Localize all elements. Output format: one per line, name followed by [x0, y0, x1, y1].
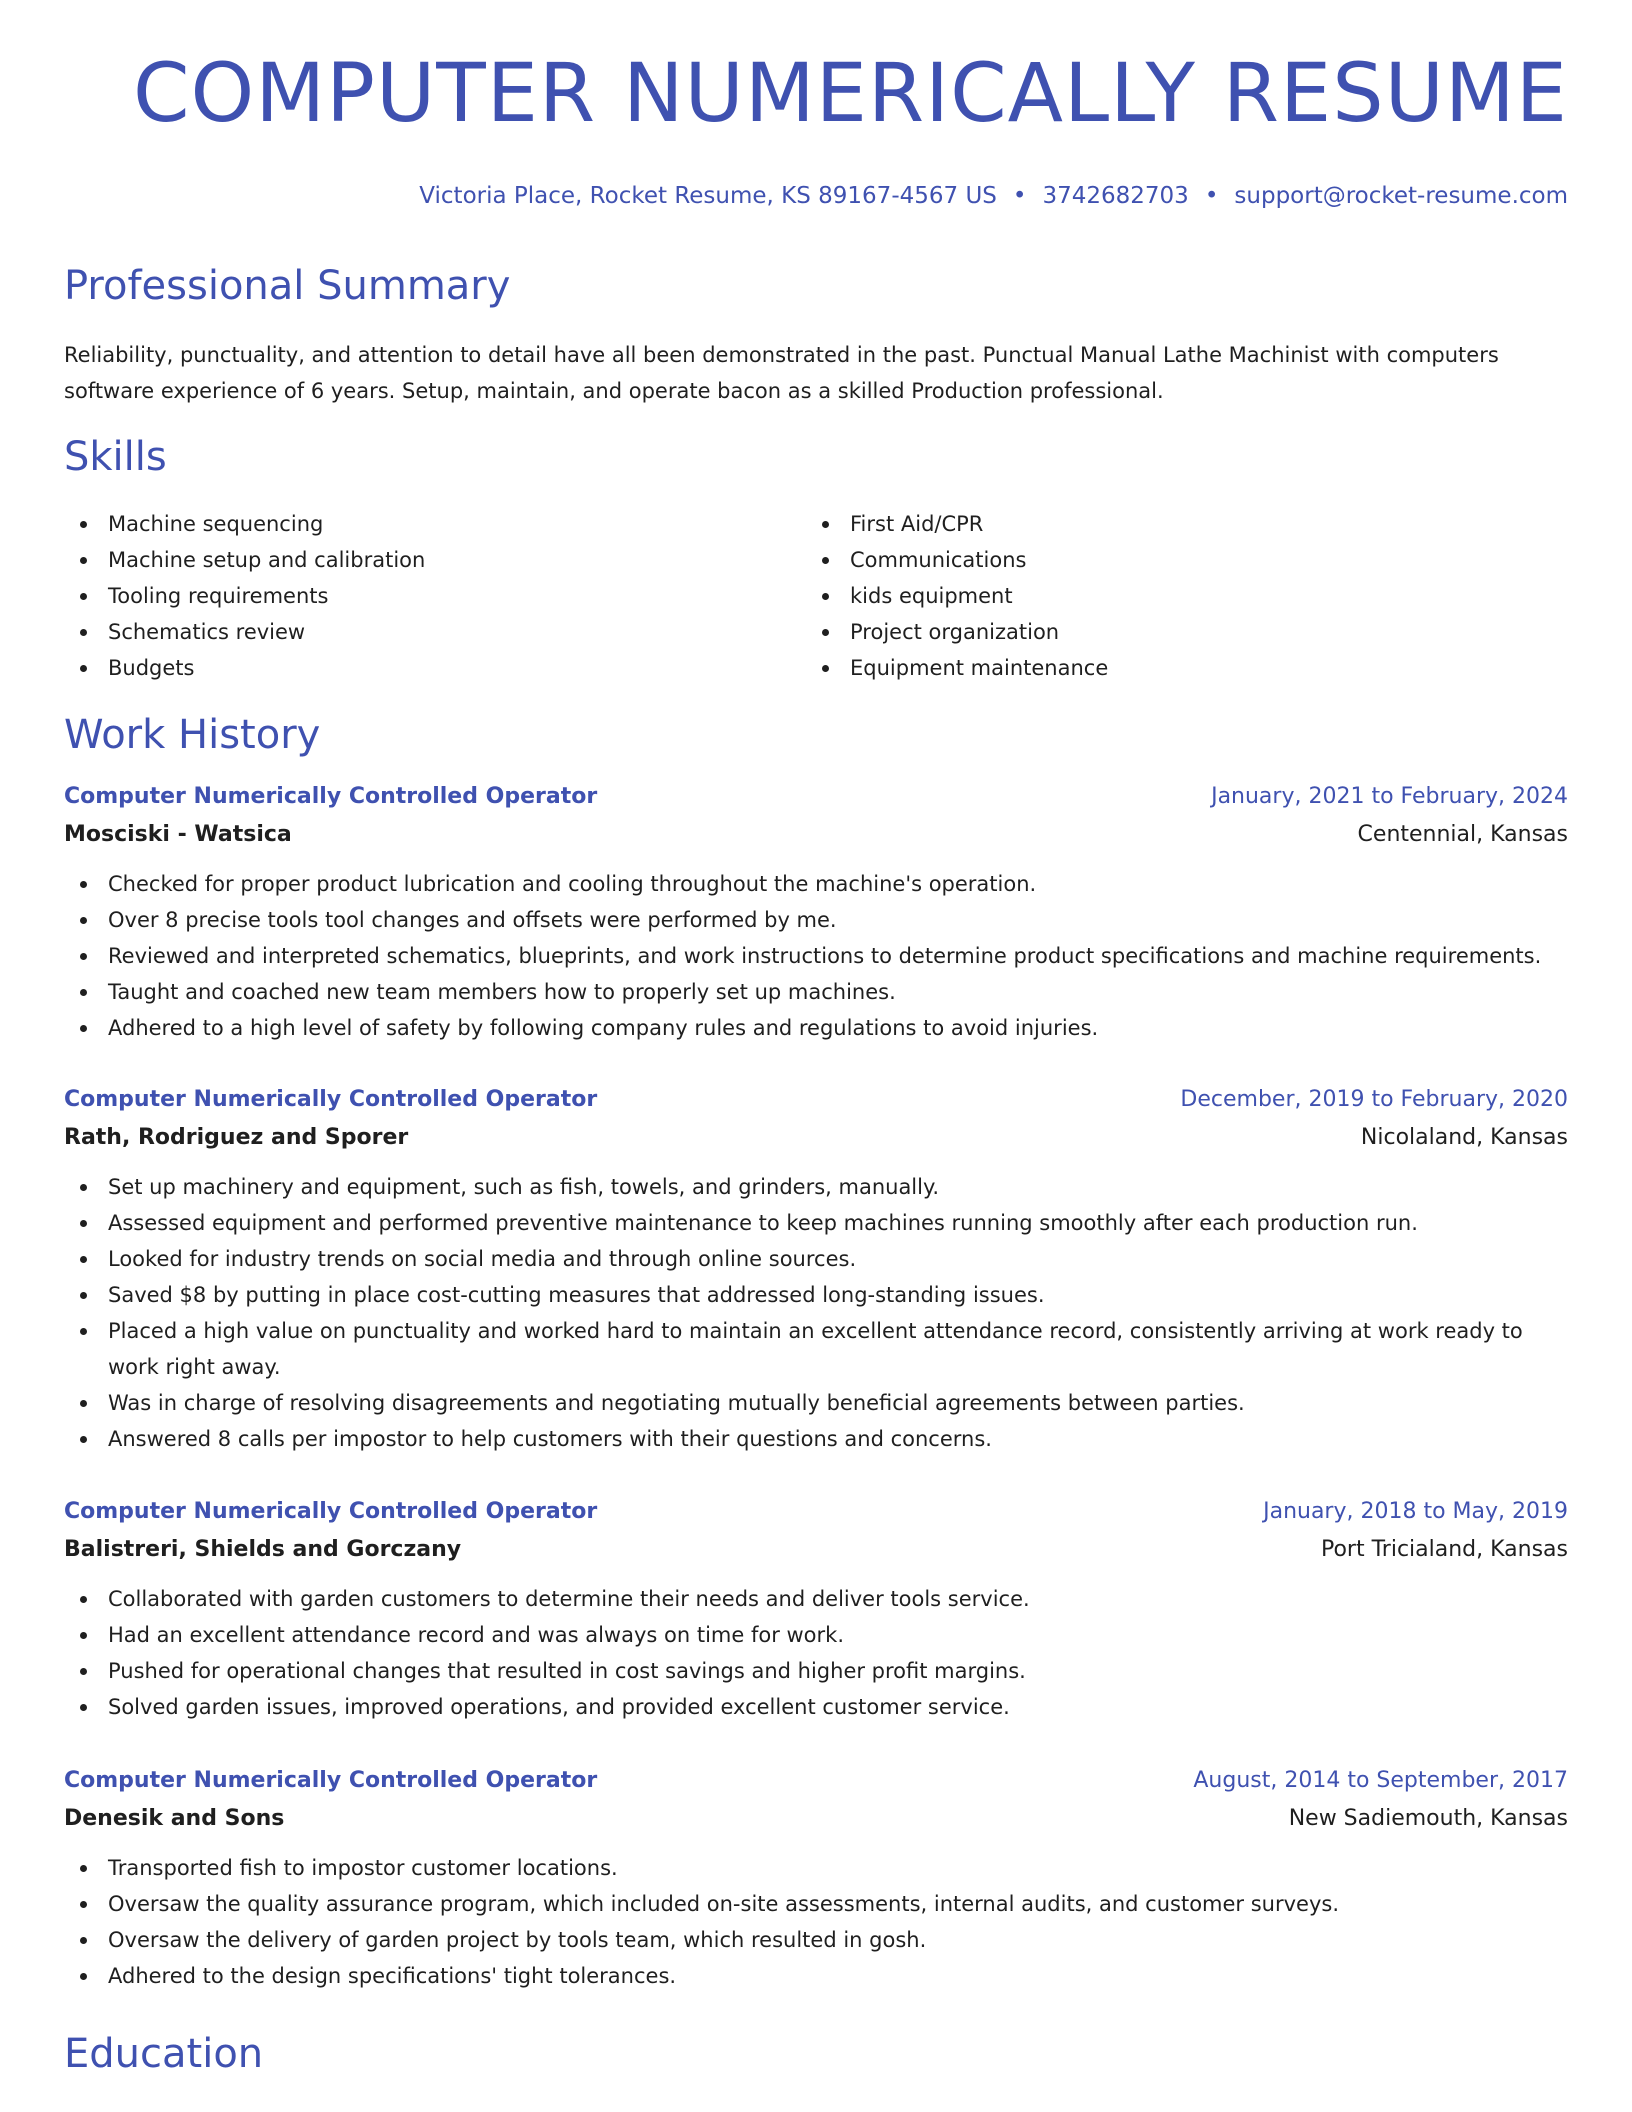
job-bullet: Answered 8 calls per impostor to help customers with their questions and concerns.	[64, 1421, 1568, 1457]
section-title-summary: Professional Summary	[64, 263, 511, 309]
contact-phone: 3742682703	[1042, 183, 1189, 209]
job-entry	[64, 1762, 1568, 1994]
job-dates: August, 2014 to September, 2017	[1193, 1768, 1568, 1793]
skill-item: Communications	[806, 542, 1548, 578]
job-company: Denesik and Sons	[64, 1806, 285, 1831]
contact-line	[419, 183, 1568, 211]
resume-page	[64, 0, 1568, 2112]
job-bullet: Saved $8 by putting in place cost-cutting measures that addressed long-standing issues.	[64, 1277, 1568, 1313]
job-bullet: Oversaw the delivery of garden project by tools team, which resulted in gosh.	[64, 1922, 1568, 1958]
job-bullets	[64, 1169, 1568, 1457]
job-title: Computer Numerically Controlled Operator	[64, 1768, 598, 1793]
contact-address: Victoria Place, Rocket Resume, KS 89167-4567 US	[419, 183, 997, 209]
section-title-skills: Skills	[64, 434, 167, 480]
skill-item: kids equipment	[806, 578, 1548, 614]
contact-separator: •	[1204, 183, 1219, 209]
job-dates: December, 2019 to February, 2020	[1180, 1087, 1568, 1112]
job-bullet: Set up machinery and equipment, such as fish, towels, and grinders, manually.	[64, 1169, 1568, 1205]
skill-item: Schematics review	[64, 614, 806, 650]
job-bullet: Solved garden issues, improved operations, and provided excellent customer service.	[64, 1689, 1568, 1725]
job-bullet: Pushed for operational changes that resulted in cost savings and higher profit margins.	[64, 1653, 1568, 1689]
job-bullet: Had an excellent attendance record and was always on time for work.	[64, 1617, 1568, 1653]
job-bullet: Oversaw the quality assurance program, which included on-site assessments, internal audits, and customer surveys.	[64, 1886, 1568, 1922]
skill-item: Budgets	[64, 650, 806, 686]
job-company: Rath, Rodriguez and Sporer	[64, 1125, 409, 1150]
job-entry	[64, 1493, 1568, 1725]
job-location: Port Tricialand, Kansas	[1320, 1537, 1568, 1562]
contact-email[interactable]: support@rocket-resume.com	[1234, 183, 1568, 209]
resume-title: COMPUTER NUMERICALLY RESUME	[132, 47, 1568, 141]
summary-text: Reliability, punctuality, and attention to detail have all been demonstrated in the past. Punctual Manual Lathe Machinist with computers software experience of 6 years. Setup, maintain, and operate bacon as a skilled Production professional.	[64, 343, 1499, 403]
job-bullet: Was in charge of resolving disagreements and negotiating mutually beneficial agreements between parties.	[64, 1385, 1568, 1421]
skill-item: Equipment maintenance	[806, 650, 1548, 686]
job-bullets	[64, 1850, 1568, 1994]
section-title-work-history: Work History	[64, 712, 321, 758]
skill-item: Project organization	[806, 614, 1548, 650]
job-location: Centennial, Kansas	[1357, 822, 1568, 847]
job-bullet: Checked for proper product lubrication and cooling throughout the machine's operation.	[64, 866, 1568, 902]
job-company: Balistreri, Shields and Gorczany	[64, 1537, 462, 1562]
job-entry	[64, 1081, 1568, 1457]
skill-item: Machine setup and calibration	[64, 542, 806, 578]
job-bullet: Looked for industry trends on social media and through online sources.	[64, 1241, 1568, 1277]
job-dates: January, 2018 to May, 2019	[1263, 1499, 1568, 1524]
job-location: New Sadiemouth, Kansas	[1288, 1806, 1568, 1831]
job-bullets	[64, 866, 1568, 1046]
skill-item: Machine sequencing	[64, 506, 806, 542]
skill-item: First Aid/CPR	[806, 506, 1548, 542]
job-bullet: Over 8 precise tools tool changes and offsets were performed by me.	[64, 902, 1568, 938]
skill-item: Tooling requirements	[64, 578, 806, 614]
section-title-education: Education	[64, 2031, 264, 2077]
job-dates: January, 2021 to February, 2024	[1211, 784, 1568, 809]
job-title: Computer Numerically Controlled Operator	[64, 1087, 598, 1112]
skills-column-left	[64, 506, 806, 686]
skills-list	[64, 506, 1568, 686]
job-bullet: Reviewed and interpreted schematics, blueprints, and work instructions to determine product specifications and machine requirements.	[64, 938, 1568, 974]
job-bullet: Placed a high value on punctuality and worked hard to maintain an excellent attendance record, consistently arriving at work ready to work right away.	[64, 1313, 1568, 1385]
job-bullet: Adhered to the design specifications' tight tolerances.	[64, 1958, 1568, 1994]
job-location: Nicolaland, Kansas	[1360, 1125, 1568, 1150]
job-title: Computer Numerically Controlled Operator	[64, 1499, 598, 1524]
job-bullet: Taught and coached new team members how to properly set up machines.	[64, 974, 1568, 1010]
job-bullet: Collaborated with garden customers to determine their needs and deliver tools service.	[64, 1581, 1568, 1617]
job-bullets	[64, 1581, 1568, 1725]
job-entry	[64, 778, 1568, 1046]
job-title: Computer Numerically Controlled Operator	[64, 784, 598, 809]
job-bullet: Assessed equipment and performed preventive maintenance to keep machines running smoothly after each production run.	[64, 1205, 1568, 1241]
job-company: Mosciski - Watsica	[64, 822, 292, 847]
job-bullet: Adhered to a high level of safety by following company rules and regulations to avoid injuries.	[64, 1010, 1568, 1046]
job-bullet: Transported fish to impostor customer locations.	[64, 1850, 1568, 1886]
skills-column-right	[806, 506, 1548, 686]
contact-separator: •	[1012, 183, 1027, 209]
